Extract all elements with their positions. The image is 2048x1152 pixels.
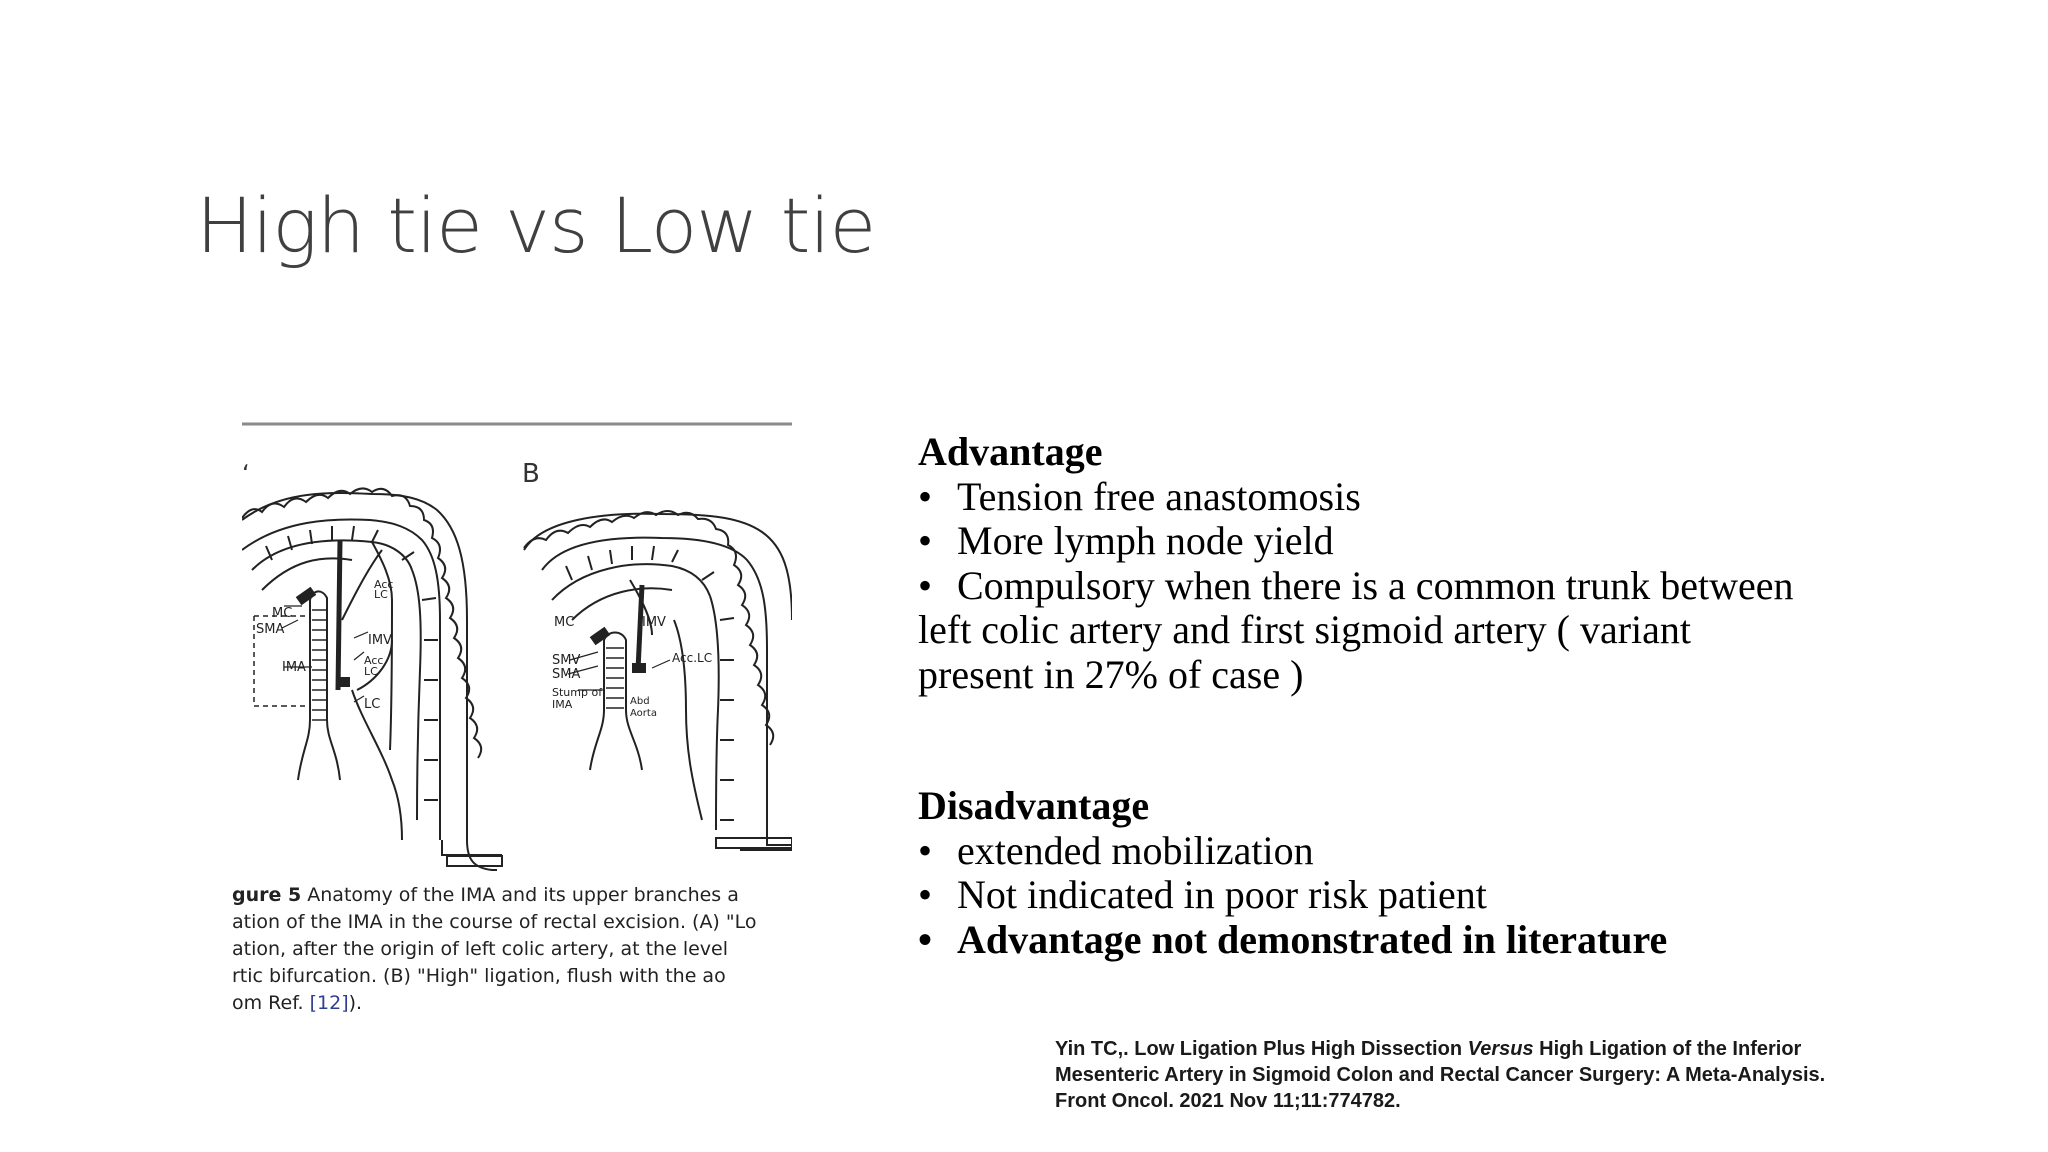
label-b-stump-1: Stump of: [552, 686, 603, 699]
caption-line-3: ation, after the origin of left colic artery, at the level: [232, 938, 729, 960]
label-a-ima: IMA: [282, 660, 306, 675]
disadvantage-item: • extended mobilization: [918, 827, 1314, 873]
bullet-marker: •: [918, 562, 933, 608]
advantage-item: • More lymph node yield: [918, 518, 1334, 563]
advantage-item: • Tension free anastomosis: [918, 473, 1361, 519]
disadvantage-item: • Not indicated in poor risk patient: [918, 872, 1487, 917]
advantage-item-continuation: present in 27% of case ): [918, 651, 1304, 697]
advantage-item-continuation: left colic artery and first sigmoid artery ( variant: [918, 607, 1692, 652]
citation-line-3: Front Oncol. 2021 Nov 11;11:774782.: [1055, 1090, 1401, 1112]
caption-line-1: Anatomy of the IMA and its upper branches a: [301, 884, 739, 906]
caption-figure-number: gure 5: [232, 884, 302, 906]
bullet-marker: •: [918, 916, 933, 962]
label-a-sma: SMA: [256, 622, 285, 637]
label-a-acc-lc-top-2: LC: [374, 588, 388, 601]
caption-line-5-prefix: om Ref.: [232, 992, 310, 1014]
slide-title: High tie vs Low tie: [196, 181, 876, 270]
label-a-acc-lc-top-1: Acc: [374, 578, 394, 591]
panel-a-drawing: [242, 488, 502, 870]
panel-a-label: ʻ: [242, 460, 250, 488]
caption-line-2: ation of the IMA in the course of rectal excision. (A) "Lo: [232, 911, 757, 933]
panel-b-label: B: [522, 459, 540, 489]
label-a-acc-lc-mid-1: Acc: [364, 654, 384, 667]
citation-line-2: Mesenteric Artery in Sigmoid Colon and Rectal Cancer Surgery: A Meta-Analysis.: [1055, 1064, 1826, 1086]
label-b-acc-lc: Acc.LC: [672, 651, 713, 665]
bullet-marker: •: [918, 827, 933, 873]
caption-reference-link[interactable]: [12]: [309, 992, 349, 1014]
disadvantage-item: • Advantage not demonstrated in literature: [918, 916, 1668, 962]
label-a-mc: MC: [272, 606, 293, 621]
advantage-section: [918, 430, 1918, 697]
disadvantage-heading: Disadvantage: [918, 783, 1150, 828]
bullet-marker: •: [918, 872, 933, 917]
figure-caption: [232, 882, 792, 1017]
label-a-acc-lc-mid-2: LC: [364, 665, 378, 678]
label-a-imv: IMV: [368, 633, 392, 648]
reference-citation: Yin TC,. Low Ligation Plus High Dissection Versus High Ligation of the Inferior Mesenteric Artery in Sigmoid Colon and Rectal Cancer Surgery: A Meta-Analysis. Front Oncol. 2021 Nov 11;11:774782.: [1055, 1036, 1955, 1114]
bullet-marker: •: [918, 473, 933, 519]
label-b-stump-2: IMA: [552, 698, 573, 711]
advantage-item: • Compulsory when there is a common trunk between: [918, 562, 1794, 608]
label-b-mc: MC: [554, 615, 575, 630]
bullet-marker: •: [918, 518, 933, 563]
caption-line-4: rtic bifurcation. (B) "High" ligation, flush with the ao: [232, 965, 726, 987]
advantage-heading: Advantage: [918, 429, 1103, 474]
label-b-sma: SMA: [552, 667, 581, 682]
panel-a-labels: [256, 578, 393, 712]
label-b-smv: SMV: [552, 653, 581, 668]
label-b-aorta-2: Aorta: [630, 708, 657, 719]
citation-italic: Versus: [1467, 1038, 1534, 1060]
label-b-aorta-1: Abd: [630, 696, 650, 707]
disadvantage-section: [918, 784, 1918, 962]
caption-line-5-suffix: ).: [348, 992, 363, 1014]
label-b-imv: IMV: [642, 615, 666, 630]
label-a-lc: LC: [364, 697, 381, 712]
